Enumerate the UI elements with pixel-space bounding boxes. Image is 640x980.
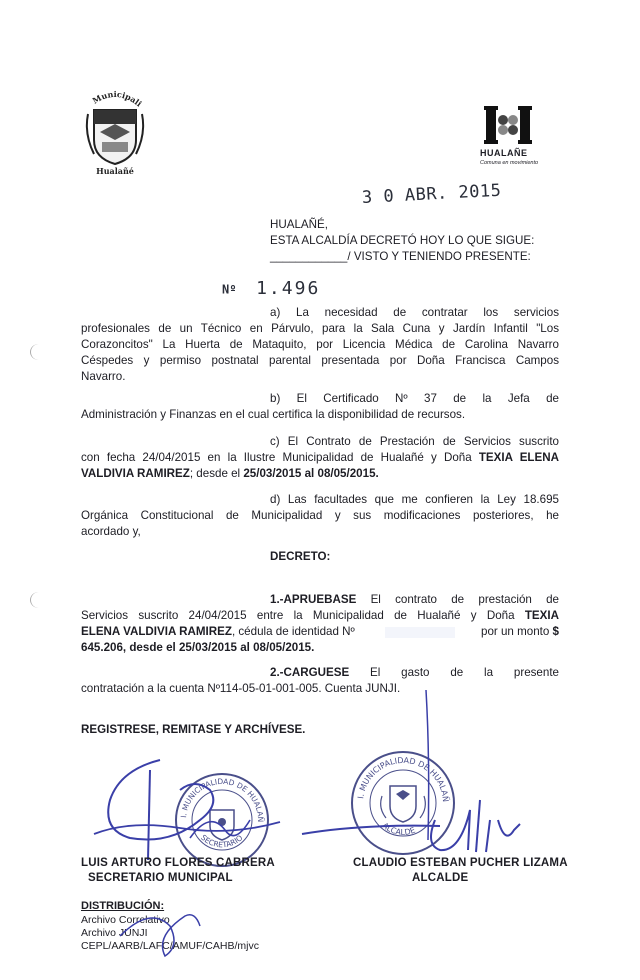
brand-name: HUALAÑE (480, 148, 528, 158)
para-d-first: d) Las facultades que me confieren la Ley 18.695 (270, 493, 559, 506)
seal-bottom-text: ALCALDE (380, 820, 417, 837)
intro-visto: / VISTO Y TENIENDO PRESENTE: (347, 250, 531, 263)
distribution-heading: DISTRIBUCIÓN: (81, 900, 165, 912)
item2-first: El gasto de la presente (370, 666, 559, 679)
item1-line4: 645.206, desde el 25/03/2015 al 08/05/2015. (81, 641, 315, 654)
redacted-id-number (385, 627, 455, 638)
para-c-line2 (81, 450, 559, 466)
decree-number-value: 1.496 (256, 278, 321, 299)
decreto-heading: DECRETO: (270, 550, 331, 563)
distribution-item: Archivo JUNJI (81, 927, 148, 939)
distribution-item: Archivo Correlativo (81, 914, 170, 926)
para-c-line3 (81, 466, 379, 482)
item2-head: 2.-CARGUESE (270, 666, 350, 679)
decree-number (222, 278, 320, 299)
contractor-name-part: VALDIVIA RAMIREZ (81, 467, 190, 480)
contractor-name-part: ELENA VALDIVIA RAMIREZ (81, 625, 232, 638)
item1-line3-right (465, 624, 559, 640)
para-c-line2-text: con fecha 24/04/2015 en la Ilustre Municipalidad de Hualañé y Doña (81, 451, 479, 464)
date-stamp: 3 0 ABR. 2015 (361, 180, 502, 208)
decree-number-prefix: Nº (222, 282, 237, 297)
brand-h-icon (482, 104, 534, 146)
item1-line2 (81, 608, 559, 624)
initials-signature (110, 896, 220, 960)
item1-line3-left (81, 624, 355, 640)
intro-place: HUALAÑÉ, (270, 218, 328, 231)
distribution-item: CEPL/AARB/LAFC/AMUF/CAHB/mjvc (81, 940, 259, 952)
para-d-line2: Orgánica Constitucional de Municipalidad y sus modificaciones posteriores, he (81, 509, 559, 522)
seal-bottom-text: SECRETARIO (199, 832, 245, 850)
intro-blank: ____________ (270, 250, 348, 263)
para-a-line: Céspedes y permiso postnatal parental presentada por Doña Francisca Campos (81, 354, 559, 367)
item2-last: contratación a la cuenta Nº114-05-01-001-005. Cuenta JUNJI. (81, 682, 401, 695)
hualane-brand-logo (478, 104, 550, 176)
secretary-signature (90, 750, 290, 870)
item1-first-text: El contrato de prestación de (356, 593, 559, 606)
para-d-last: acordado y, (81, 525, 141, 538)
crest-bottom-text: Hualañé (96, 166, 134, 176)
para-c-first: c) El Contrato de Prestación de Servicios suscrito (270, 435, 559, 448)
brand-tagline: Comuna en movimiento (480, 160, 539, 166)
secretary-title: SECRETARIO MUNICIPAL (88, 872, 233, 884)
vertical-pen-stroke (418, 690, 438, 840)
item1-line2-text: Servicios suscrito 24/04/2015 entre la Municipalidad de Hualañé y Doña (81, 609, 525, 622)
mayor-name: CLAUDIO ESTEBAN PUCHER LIZAMA (353, 857, 568, 869)
svg-text:Municipalidad (84, 84, 144, 109)
para-b-first: b) El Certificado Nº 37 de la Jefa de (270, 392, 559, 405)
para-b-last: Administración y Finanzas en el cual certifica la disponibilidad de recursos. (81, 408, 466, 421)
mayor-title: ALCALDE (412, 872, 469, 884)
intro-line1: ESTA ALCALDÍA DECRETÓ HOY LO QUE SIGUE: (270, 234, 535, 247)
contractor-name-part: TEXIA ELENA (478, 451, 559, 464)
currency-symbol: $ (552, 625, 559, 638)
intro-line2 (270, 249, 531, 265)
id-label: , cédula de identidad Nº (231, 625, 355, 638)
crest-arc-text: Municipali (90, 88, 144, 109)
secretary-name: LUIS ARTURO FLORES CABRERA (81, 857, 275, 869)
contract-period: 25/03/2015 al 08/05/2015. (243, 467, 379, 480)
contractor-name-part: TEXIA (524, 609, 559, 622)
closing-text: REGISTRESE, REMITASE Y ARCHÍVESE. (81, 723, 306, 736)
item1-first (270, 592, 559, 608)
para-a-last: Navarro. (81, 370, 126, 383)
punch-hole-mark (30, 592, 47, 608)
item1-head: 1.-APRUEBASE (270, 593, 357, 606)
municipality-crest-logo (84, 84, 146, 176)
para-a-line: profesionales de un Técnico en Párvulo, para la Sala Cuna y Jardín Infantil "Los (81, 322, 559, 335)
punch-hole-mark (30, 344, 47, 360)
para-a-first: a) La necesidad de contratar los servicios (270, 306, 559, 319)
amount-label: por un monto (481, 625, 553, 638)
para-a-line: Corazoncitos" La Huerta de Mataquito, por Licencia Médica de Carolina Navarro (81, 338, 559, 351)
seal-top-text: I. MUNICIPALIDAD DE HUALAÑ (356, 755, 451, 803)
seal-top-text: I. MUNICIPALIDAD DE HUALAÑ (179, 776, 266, 823)
para-c-line3-text: ; desde el (189, 467, 244, 480)
